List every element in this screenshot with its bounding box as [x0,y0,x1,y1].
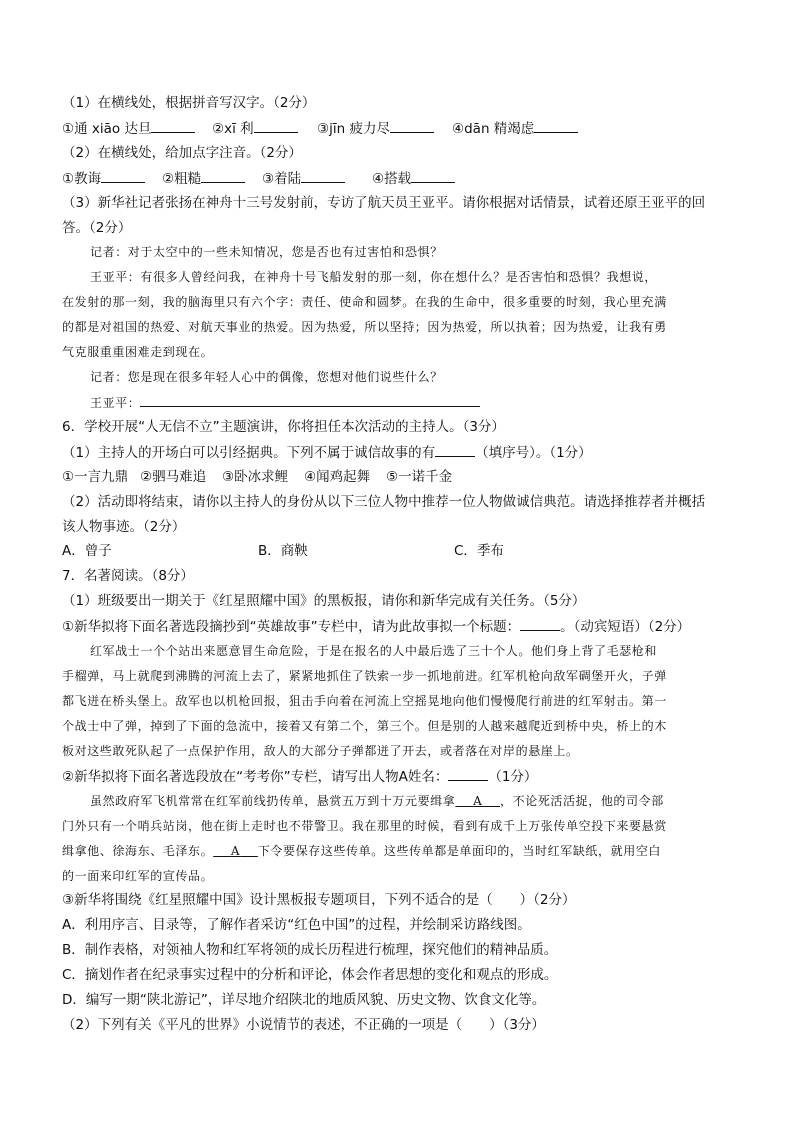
q6-sub1 [62,442,592,463]
answer-blank[interactable] [435,442,475,457]
answer-blank[interactable] [301,168,345,183]
dialogue-reporter-1: 记者：对于太空中的一些未知情况，您是否也有过害怕和恐惧？ [90,245,443,259]
option-item: ③卧冰求鲤 [222,469,289,485]
dialogue-wang-answer [90,392,480,413]
q7-sub1: （1）班级要出一期关于《红星照耀中国》的黑板报，请你和新华完成有关任务。（5分） [62,593,586,609]
q7-task2-score: （1分） [488,769,538,785]
passage2-line: 的一面来印红军的宣传品。 [62,869,214,883]
q1-item-4: ④dān 精竭虑 [452,121,535,137]
q3-prompt-line1: （3）新华社记者张扬在神舟十三号发射前，专访了航天员王亚平。请你根据对话情景，试着还原王亚平的回 [62,195,706,211]
passage1-line: 手榴弹，马上就爬到沸腾的河流上去了，紧紧地抓住了铁索一步一抓地前进。红军机枪向敌军碉堡开火，子弹 [62,669,667,683]
answer-blank[interactable] [534,118,578,133]
q7-option-d: D．编写一期“陕北游记”，详尽地介绍陕北的地质风貌、历史文物、饮食文化等。 [62,992,546,1008]
dialogue-wang-1: 王亚平：有很多人曾经问我，在神舟十号飞船发射的那一刻，你在想什么？是否害怕和恐惧？我想说， [90,270,658,284]
q7-option-b: B．制作表格，对领袖人物和红军将领的成长历程进行梳理，探究他们的精神品质。 [62,942,558,958]
q2-item-3: ③着陆 [262,171,302,187]
answer-blank[interactable] [448,766,488,781]
answer-blank[interactable] [101,168,145,183]
q1-item-1: ①通 xiāo 达旦 [62,121,152,137]
answer-blank[interactable] [151,118,195,133]
q7-task1-score: 。（动宾短语）（2分） [560,619,691,635]
q7-task2-text: ②新华拟将下面名著选段放在“考考你”专栏，请写出人物A姓名： [62,769,449,785]
q6-sub2-line1: （2）活动即将结束，请你以主持人的身份从以下三位人物中推荐一位人物做诚信典范。请选择推荐者并概括 [62,494,706,510]
q6-sub1-score: （填序号）。（1分） [475,445,592,461]
person-a-mark: A [473,794,483,808]
answer-blank[interactable] [201,168,245,183]
option-item: ②驷马难追 [140,469,207,485]
passage1-line: 红军战士一个个站出来愿意冒生命危险，于是在报名的人中最后选了三十个人。他们身上背了毛瑟枪和 [90,644,658,658]
passage1-line: 个战士中了弹，掉到了下面的急流中，接着又有第二个，第三个。但是别的人越来越爬近到桥中央，桥上的木 [62,719,667,733]
q1-item-2: ②xī 利 [212,121,254,137]
q6-title: 6．学校开展“人无信不立”主题演讲，你将担任本次活动的主持人。（3分） [62,419,505,435]
q1-title: （1）在横线处，根据拼音写汉字。（2分） [62,95,316,111]
q7-option-a: A．利用序言、目录等，了解作者采访“红色中国”的过程，并绘制采访路线图。 [62,917,531,933]
passage2-text: ，不论死活活捉，他的司令部 [500,794,664,808]
answer-blank[interactable] [254,118,298,133]
answer-blank[interactable] [140,392,480,407]
q1-items [62,118,578,139]
passage1-line: 板对这些敢死队起了一点保护作用，敌人的大部分子弹都迸了开去，或者落在对岸的悬崖上。 [62,744,579,758]
answer-blank[interactable] [520,616,560,631]
q2-item-2: ②粗糙 [162,171,202,187]
speaker-label: 王亚平： [90,396,141,410]
answer-blank[interactable] [411,168,455,183]
q7-task3: ③新华将围绕《红星照耀中国》设计黑板报专题项目，下列不适合的是（ ）（2分） [62,892,576,908]
passage2-text: 缉拿他、徐海东、毛泽东。 [62,844,214,858]
q1-item-3: ③jīn 疲力尽 [317,121,390,137]
dialogue-wang-3: 的都是对祖国的热爱、对航天事业的热爱。因为热爱，所以坚持；因为热爱，所以执着；因为热爱，让我有勇 [62,320,667,334]
passage2-line [90,791,664,811]
q6-choices [62,541,504,561]
option-item: ①一言九鼎 [62,469,129,485]
q2-item-4: ④搭载 [372,171,412,187]
q3-prompt-line2: 答。（2分） [62,220,132,236]
q7-task2 [62,766,537,787]
choice-a: A．曾子 [62,543,112,559]
choice-b: B．商鞅 [258,543,308,559]
option-item: ④闻鸡起舞 [304,469,371,485]
q2-title: （2）在横线处，给加点字注音。（2分） [62,145,302,161]
passage2-text: 虽然政府军飞机常常在红军前线扔传单，悬赏五万到十万元要缉拿 [90,794,456,808]
option-item: ⑤一诺千金 [386,469,453,485]
q7-task1-text: ①新华拟将下面名著选段摘抄到“英雄故事”专栏中，请为此故事拟一个标题： [62,619,521,635]
dialogue-wang-4: 气克服重重困难走到现在。 [62,345,214,359]
dialogue-reporter-2: 记者：您是现在很多年轻人心中的偶像，您想对他们说些什么？ [90,370,443,384]
q6-options [62,467,452,487]
q7-sub2: （2）下列有关《平凡的世界》小说情节的表述，不正确的一项是（ ）（3分） [62,1017,545,1033]
q2-items [62,168,455,189]
q7-title: 7．名著阅读。（8分） [62,568,194,584]
q6-sub2-line2: 该人物事迹。（2分） [62,519,186,535]
passage2-text: 下令要保存这些传单。这些传单都是单面印的，当时红军缺纸，就用空白 [257,844,662,858]
passage2-line: 门外只有一个哨兵站岗，他在街上走时也不带警卫。我在那里的时候，看到有成千上万张传单空投下来要悬赏 [62,819,667,833]
answer-blank[interactable] [390,118,434,133]
passage2-line [62,841,661,861]
passage1-line: 都飞迸在桥头堡上。敌军也以机枪回报，狙击手向着在河流上空摇晃地向他们慢慢爬行前进的红军射击。第一 [62,694,667,708]
person-a-mark: A [230,844,241,858]
choice-c: C．季布 [454,543,504,559]
q6-sub1-text: （1）主持人的开场白可以引经据典。下列不属于诚信故事的有 [62,445,436,461]
q7-task1 [62,616,690,637]
dialogue-wang-2: 在发射的那一刻，我的脑海里只有六个字：责任、使命和圆梦。在我的生命中，很多重要的时刻，我心里充满 [62,295,667,309]
q2-item-1: ①教诲 [62,171,102,187]
q7-option-c: C．摘划作者在纪录事实过程中的分析和评论，体会作者思想的变化和观点的形成。 [62,967,558,983]
